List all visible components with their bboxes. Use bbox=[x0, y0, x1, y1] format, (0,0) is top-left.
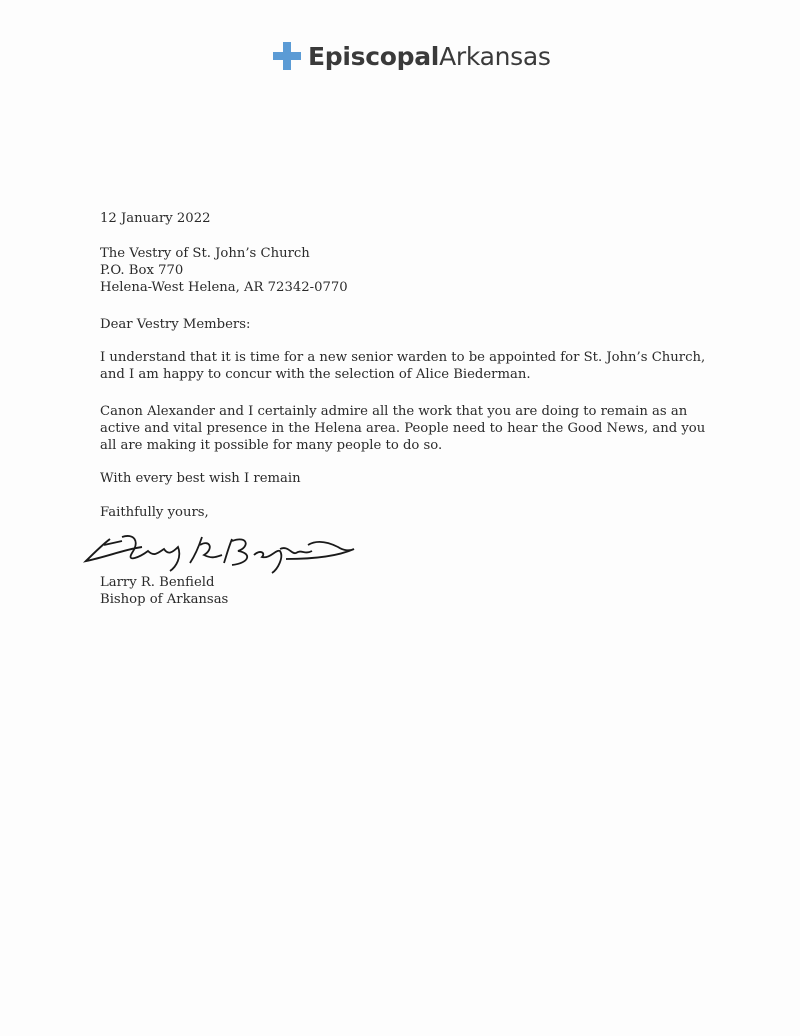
signer-block bbox=[100, 574, 228, 608]
letter-date: 12 January 2022 bbox=[100, 211, 211, 226]
cross-icon bbox=[272, 41, 302, 71]
brand-name-regular: Arkansas bbox=[439, 41, 551, 71]
paragraph-1 bbox=[100, 349, 705, 383]
closing-line: With every best wish I remain bbox=[100, 471, 301, 486]
brand-name bbox=[308, 42, 551, 71]
paragraph-line: all are making it possible for many people to do so. bbox=[100, 438, 443, 453]
salutation: Dear Vestry Members: bbox=[100, 317, 251, 332]
paragraph-line: active and vital presence in the Helena area. People need to hear the Good News, and you bbox=[100, 421, 706, 436]
signer-name: Larry R. Benfield bbox=[100, 575, 215, 590]
paragraph-line: and I am happy to concur with the selection of Alice Biederman. bbox=[100, 367, 531, 382]
recipient-address bbox=[100, 245, 348, 296]
paragraph-line: I understand that it is time for a new senior warden to be appointed for St. John’s Church, bbox=[100, 350, 706, 365]
recipient-line: Helena-West Helena, AR 72342-0770 bbox=[100, 280, 348, 295]
brand-name-bold: Episcopal bbox=[308, 41, 440, 71]
recipient-line: The Vestry of St. John’s Church bbox=[100, 246, 310, 261]
handwritten-signature bbox=[82, 527, 358, 575]
recipient-line: P.O. Box 770 bbox=[100, 263, 184, 278]
signer-title: Bishop of Arkansas bbox=[100, 592, 229, 607]
paragraph-2 bbox=[100, 403, 705, 454]
paragraph-line: Canon Alexander and I certainly admire all the work that you are doing to remain as an bbox=[100, 404, 688, 419]
valediction: Faithfully yours, bbox=[100, 505, 209, 520]
letterhead-logo bbox=[272, 40, 551, 72]
